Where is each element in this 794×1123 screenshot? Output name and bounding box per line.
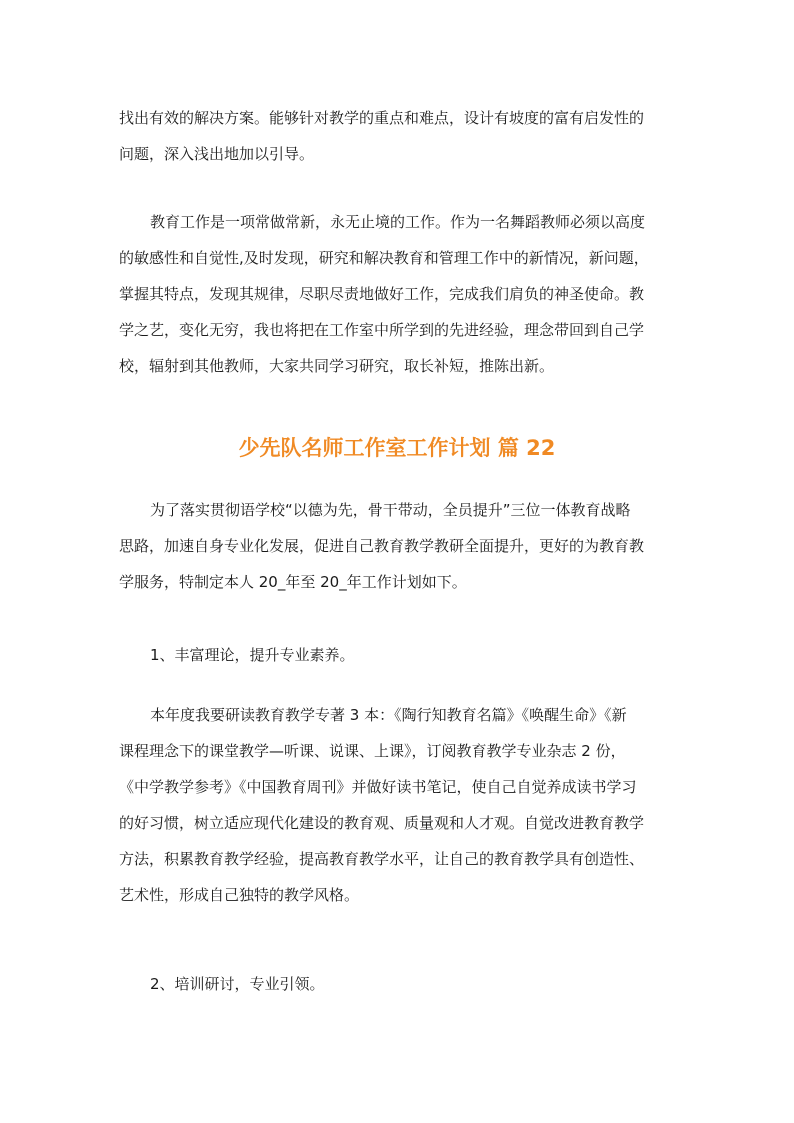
text-line: 方法，积累教育教学经验，提高教育教学水平，让自己的教育教学具有创造性、	[119, 850, 645, 868]
text-line: 问题，深入浅出地加以引导。	[119, 145, 315, 163]
text-line: 掌握其特点，发现其规律，尽职尽责地做好工作，完成我们肩负的神圣使命。教	[119, 285, 645, 303]
list-item-enrich-theory	[119, 637, 679, 673]
section-heading: 少先队名师工作室工作计划 篇 22	[238, 436, 556, 460]
text-line: 课程理念下的课堂教学—听课、说课、上课》，订阅教育教学专业杂志 2 份，	[119, 742, 626, 760]
text-line: 学之艺，变化无穷，我也将把在工作室中所学到的先进经验，理念带回到自己学	[119, 321, 645, 339]
text-line: 的敏感性和自觉性,及时发现，研究和解决教育和管理工作中的新情况，新问题，	[119, 249, 649, 267]
text-line: 《中学教学参考》《中国教育周刊》并做好读书笔记，使自己自觉养成读书学习	[119, 778, 637, 796]
paragraph-education-work	[119, 204, 679, 384]
text-line: 本年度我要研读教育教学专著 3 本：《陶行知教育名篇》《唤醒生命》《新	[150, 706, 627, 724]
text-line: 的好习惯，树立适应现代化建设的教育观、质量观和人才观。自觉改进教育教学	[119, 814, 645, 832]
text-line: 艺术性，形成自己独特的教学风格。	[119, 886, 360, 904]
text-line: 1、丰富理论，提升专业素养。	[150, 646, 355, 664]
text-line: 思路，加速自身专业化发展，促进自己教育教学教研全面提升，更好的为教育教	[119, 537, 645, 555]
paragraph-introduction	[119, 492, 679, 600]
list-item-training	[119, 966, 679, 1002]
text-line: 为了落实贯彻语学校“以德为先，骨干带动，全员提升”三位一体教育战略	[150, 501, 631, 519]
paragraph-solutions	[119, 100, 679, 172]
text-line: 校，辐射到其他教师，大家共同学习研究，取长补短，推陈出新。	[119, 357, 555, 375]
paragraph-reading-plan	[119, 697, 679, 913]
text-line: 学服务，特制定本人 20_年至 20_年工作计划如下。	[119, 573, 467, 591]
text-line: 教育工作是一项常做常新，永无止境的工作。作为一名舞蹈教师必须以高度	[150, 213, 646, 231]
text-line: 2、培训研讨，专业引领。	[150, 975, 325, 993]
text-line: 找出有效的解决方案。能够针对教学的重点和难点，设计有坡度的富有启发性的	[119, 109, 645, 127]
